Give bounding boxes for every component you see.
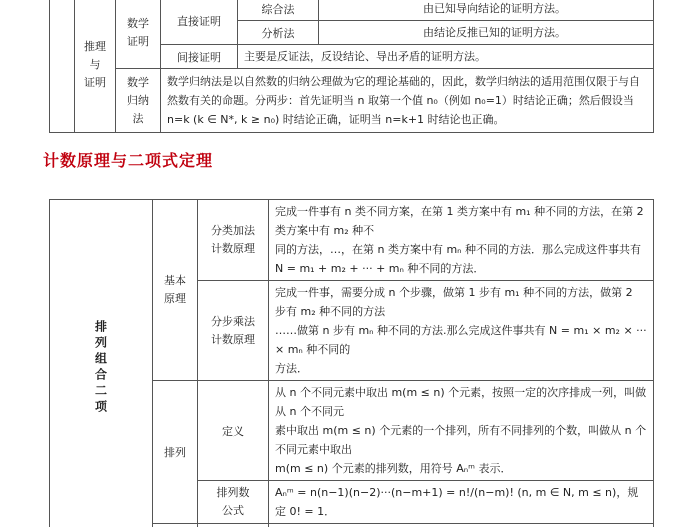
comb-definition-label — [198, 524, 269, 527]
comb-definition-desc — [269, 524, 654, 527]
induction-desc: 数学归纳法是以自然数的归纳公理做为它的理论基础的，因此，数学归纳法的适用范围仅限于与自 然数有关的命题。分两步：首先证明当 n 取第一个值 n₀（例如 n₀=1）时结论正确；然后假设当 n=k (k ∈ N*, k ≥ n₀) 时结论正确，证明当 n=k+1 时结论也正确。 — [161, 69, 654, 133]
multiplication-rule-label: 分步乘法 计数原理 — [198, 281, 269, 381]
direct-proof-label: 直接证明 — [161, 0, 238, 45]
addition-rule-desc: 完成一件事有 n 类不同方案，在第 1 类方案中有 m₁ 种不同的方法，在第 2 类方案中有 m₂ 种不 同的方法，…，在第 n 类方案中有 mₙ 种不同的方法．那么完成这件事共有 N = m₁ + m₂ + ··· + mₙ 种不同的方法． — [269, 200, 654, 281]
perm-formula-label: 排列数 公式 — [198, 481, 269, 524]
synthesis-desc: 由已知导向结论的证明方法。 — [319, 0, 654, 21]
perm-definition-label: 定义 — [198, 381, 269, 481]
permutation-label: 排列 — [153, 381, 198, 524]
multiplication-rule-desc: 完成一件事，需要分成 n 个步骤，做第 1 步有 m₁ 种不同的方法，做第 2 步有 m₂ 种不同的方法 ……做第 n 步有 mₙ 种不同的方法.那么完成这件事共有 N = m₁ × m₂ × ··· × mₙ 种不同的 方法． — [269, 281, 654, 381]
proof-table — [49, 0, 654, 133]
math-proof-label: 数学 证明 — [116, 0, 161, 69]
induction-label: 数学 归纳 法 — [116, 69, 161, 133]
side-label: 排列组合二项 — [50, 200, 153, 527]
addition-rule-label: 分类加法 计数原理 — [198, 200, 269, 281]
analysis-desc: 由结论反推已知的证明方法。 — [319, 21, 654, 45]
analysis-method: 分析法 — [238, 21, 319, 45]
indirect-proof-label: 间接证明 — [161, 45, 238, 69]
section-title: 计数原理与二项式定理 — [43, 148, 213, 171]
synthesis-method: 综合法 — [238, 0, 319, 21]
perm-formula: Aₙᵐ = n(n−1)(n−2)···(n−m+1) = n!/(n−m)! (n, m ∈ N, m ≤ n)，规定 0! = 1． — [269, 481, 654, 524]
basic-principle-label: 基本 原理 — [153, 200, 198, 381]
indirect-desc: 主要是反证法，反设结论、导出矛盾的证明方法。 — [238, 45, 654, 69]
perm-definition-desc: 从 n 个不同元素中取出 m(m ≤ n) 个元素，按照一定的次序排成一列，叫做从 n 个不同元 素中取出 m(m ≤ n) 个元素的一个排列，所有不同排列的个数，叫做从 n 个不同元素中取出 m(m ≤ n) 个元素的排列数，用符号 Aₙᵐ 表示． — [269, 381, 654, 481]
counting-table — [49, 199, 654, 527]
category-reasoning-proof: 推理 与 证明 — [75, 0, 116, 133]
